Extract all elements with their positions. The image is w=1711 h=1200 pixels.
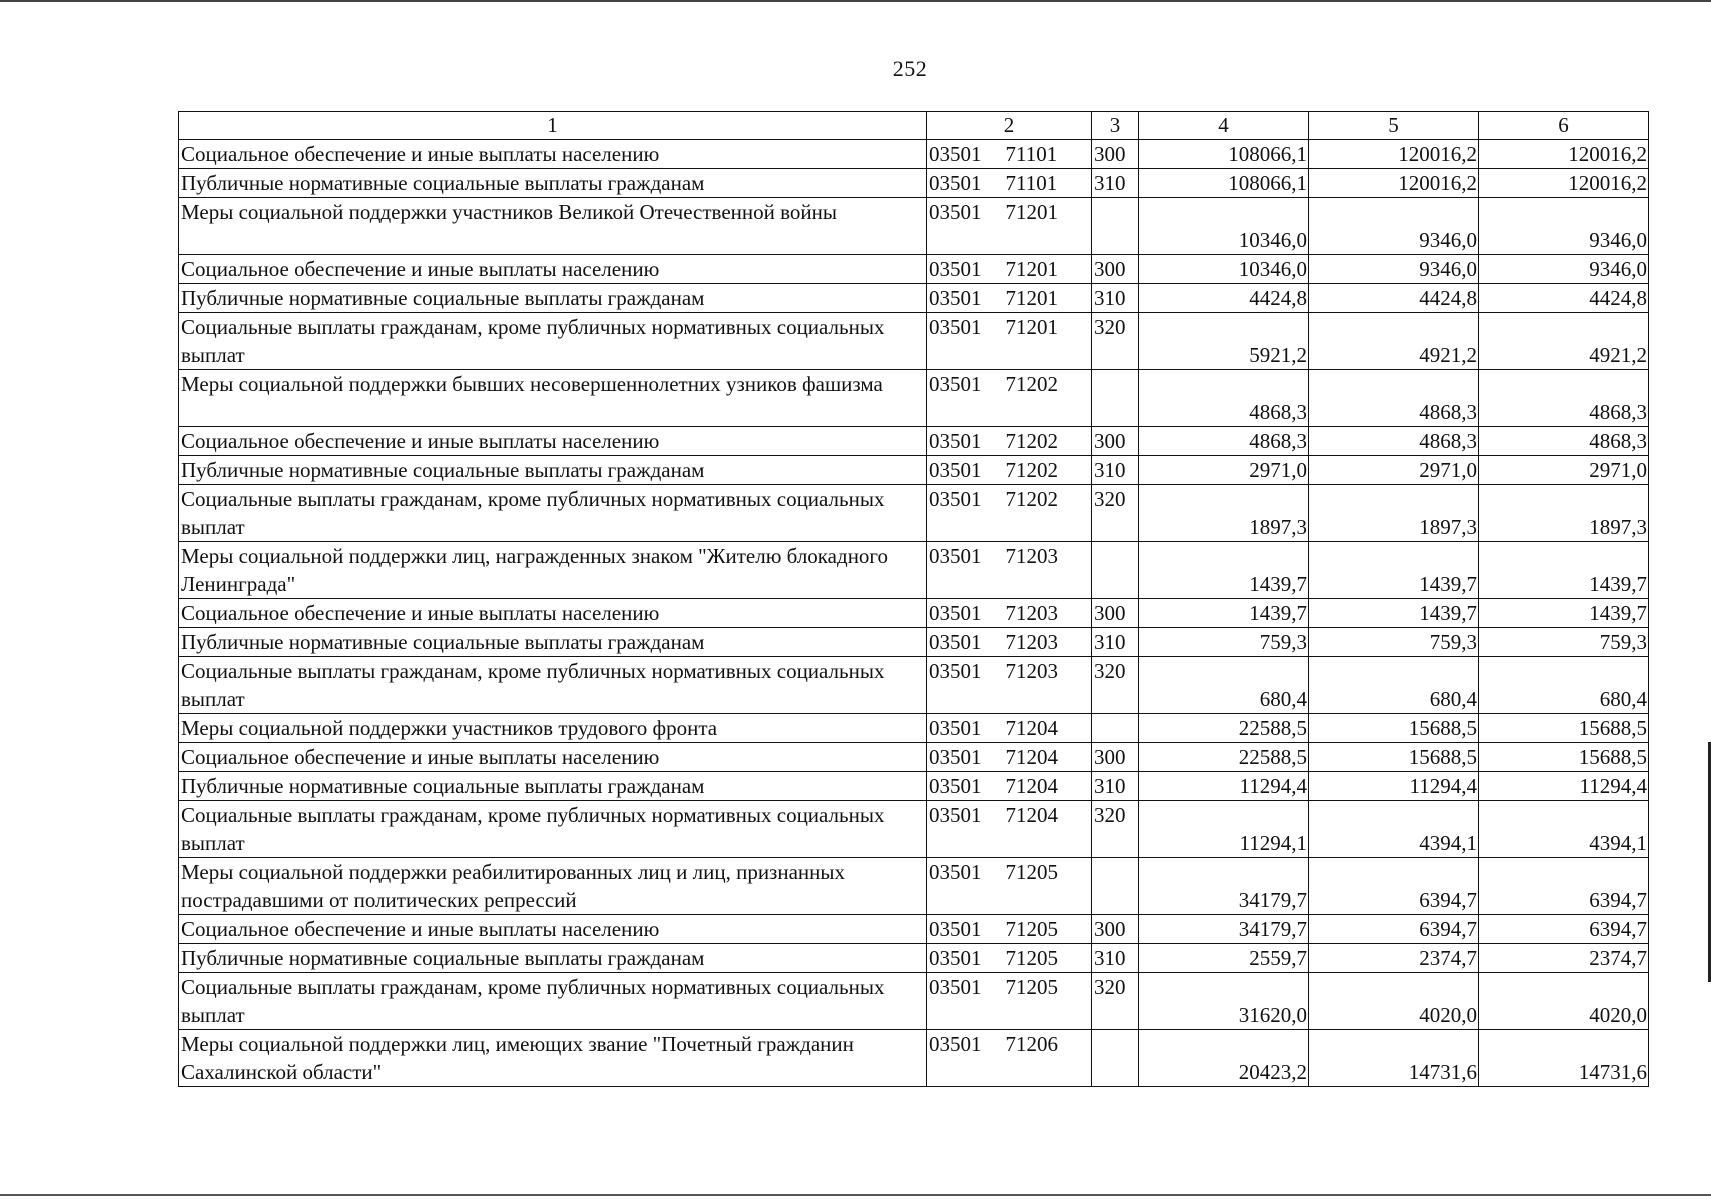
section-code: 03501 (929, 487, 982, 511)
table-row (179, 427, 1649, 456)
value-cell-col6: 4424,8 (1479, 284, 1649, 313)
target-article-code: 71101 (1005, 142, 1058, 166)
value-cell-col4: 4868,3 (1139, 370, 1309, 427)
item-name-cell: Публичные нормативные социальные выплаты гражданам (179, 944, 927, 973)
code-cell (927, 370, 1092, 427)
section-code: 03501 (929, 257, 982, 281)
target-article-code: 71206 (1005, 1032, 1058, 1056)
value-cell-col5: 6394,7 (1309, 915, 1479, 944)
expense-kind-cell: 300 (1092, 427, 1139, 456)
column-header: 1 (179, 112, 927, 140)
item-name-cell: Социальное обеспечение и иные выплаты населению (179, 255, 927, 284)
code-cell (927, 657, 1092, 714)
code-cell (927, 714, 1092, 743)
value-cell-col6: 1439,7 (1479, 542, 1649, 599)
value-cell-col5: 9346,0 (1309, 198, 1479, 255)
item-name-cell: Социальные выплаты гражданам, кроме публичных нормативных социальных выплат (179, 657, 927, 714)
code-cell (927, 169, 1092, 198)
target-article-code: 71203 (1005, 544, 1058, 568)
expense-kind-cell: 320 (1092, 657, 1139, 714)
section-code: 03501 (929, 286, 982, 310)
column-header: 5 (1309, 112, 1479, 140)
table-row (179, 313, 1649, 370)
target-article-code: 71205 (1005, 860, 1058, 884)
expense-kind-cell (1092, 198, 1139, 255)
target-article-code: 71205 (1005, 975, 1058, 999)
item-name-cell: Меры социальной поддержки реабилитированных лиц и лиц, признанных пострадавшими от политических репрессий (179, 858, 927, 915)
expense-kind-cell: 300 (1092, 599, 1139, 628)
value-cell-col5: 4921,2 (1309, 313, 1479, 370)
code-cell (927, 772, 1092, 801)
code-cell (927, 485, 1092, 542)
section-code: 03501 (929, 601, 982, 625)
value-cell-col5: 680,4 (1309, 657, 1479, 714)
item-name-cell: Социальные выплаты гражданам, кроме публичных нормативных социальных выплат (179, 973, 927, 1030)
value-cell-col6: 9346,0 (1479, 198, 1649, 255)
table-row (179, 542, 1649, 599)
table-row (179, 628, 1649, 657)
item-name-cell: Публичные нормативные социальные выплаты гражданам (179, 772, 927, 801)
value-cell-col6: 6394,7 (1479, 915, 1649, 944)
target-article-code: 71202 (1005, 429, 1058, 453)
value-cell-col4: 2559,7 (1139, 944, 1309, 973)
table-row (179, 743, 1649, 772)
expense-kind-cell: 310 (1092, 456, 1139, 485)
section-code: 03501 (929, 659, 982, 683)
code-cell (927, 313, 1092, 370)
value-cell-col4: 22588,5 (1139, 714, 1309, 743)
budget-table (178, 111, 1649, 1087)
value-cell-col6: 15688,5 (1479, 743, 1649, 772)
table-row (179, 456, 1649, 485)
target-article-code: 71204 (1005, 716, 1058, 740)
section-code: 03501 (929, 745, 982, 769)
section-code: 03501 (929, 1032, 982, 1056)
expense-kind-cell (1092, 858, 1139, 915)
value-cell-col6: 9346,0 (1479, 255, 1649, 284)
value-cell-col5: 759,3 (1309, 628, 1479, 657)
value-cell-col5: 120016,2 (1309, 169, 1479, 198)
expense-kind-cell: 300 (1092, 140, 1139, 169)
value-cell-col4: 10346,0 (1139, 255, 1309, 284)
section-code: 03501 (929, 630, 982, 654)
value-cell-col4: 2971,0 (1139, 456, 1309, 485)
item-name-cell: Социальное обеспечение и иные выплаты населению (179, 915, 927, 944)
section-code: 03501 (929, 171, 982, 195)
value-cell-col6: 2971,0 (1479, 456, 1649, 485)
value-cell-col4: 680,4 (1139, 657, 1309, 714)
value-cell-col6: 120016,2 (1479, 169, 1649, 198)
value-cell-col6: 4020,0 (1479, 973, 1649, 1030)
target-article-code: 71201 (1005, 286, 1058, 310)
target-article-code: 71204 (1005, 745, 1058, 769)
section-code: 03501 (929, 774, 982, 798)
code-cell (927, 599, 1092, 628)
value-cell-col6: 15688,5 (1479, 714, 1649, 743)
target-article-code: 71101 (1005, 171, 1058, 195)
code-cell (927, 743, 1092, 772)
value-cell-col6: 120016,2 (1479, 140, 1649, 169)
value-cell-col5: 11294,4 (1309, 772, 1479, 801)
value-cell-col4: 1897,3 (1139, 485, 1309, 542)
item-name-cell: Меры социальной поддержки участников Великой Отечественной войны (179, 198, 927, 255)
table-row (179, 255, 1649, 284)
value-cell-col5: 2971,0 (1309, 456, 1479, 485)
table-row (179, 599, 1649, 628)
value-cell-col6: 680,4 (1479, 657, 1649, 714)
value-cell-col5: 4020,0 (1309, 973, 1479, 1030)
target-article-code: 71201 (1005, 200, 1058, 224)
target-article-code: 71204 (1005, 774, 1058, 798)
code-cell (927, 198, 1092, 255)
value-cell-col6: 4868,3 (1479, 370, 1649, 427)
target-article-code: 71203 (1005, 630, 1058, 654)
expense-kind-cell: 300 (1092, 255, 1139, 284)
column-header: 2 (927, 112, 1092, 140)
value-cell-col5: 9346,0 (1309, 255, 1479, 284)
item-name-cell: Публичные нормативные социальные выплаты гражданам (179, 284, 927, 313)
target-article-code: 71201 (1005, 257, 1058, 281)
value-cell-col5: 120016,2 (1309, 140, 1479, 169)
value-cell-col6: 2374,7 (1479, 944, 1649, 973)
value-cell-col6: 1439,7 (1479, 599, 1649, 628)
value-cell-col6: 14731,6 (1479, 1030, 1649, 1087)
item-name-cell: Социальное обеспечение и иные выплаты населению (179, 427, 927, 456)
expense-kind-cell: 320 (1092, 801, 1139, 858)
code-cell (927, 944, 1092, 973)
table-row (179, 944, 1649, 973)
item-name-cell: Меры социальной поддержки лиц, имеющих звание "Почетный гражданин Сахалинской области" (179, 1030, 927, 1087)
value-cell-col5: 4868,3 (1309, 427, 1479, 456)
item-name-cell: Меры социальной поддержки участников трудового фронта (179, 714, 927, 743)
target-article-code: 71205 (1005, 917, 1058, 941)
code-cell (927, 858, 1092, 915)
expense-kind-cell: 300 (1092, 743, 1139, 772)
value-cell-col4: 10346,0 (1139, 198, 1309, 255)
item-name-cell: Социальное обеспечение и иные выплаты населению (179, 599, 927, 628)
value-cell-col5: 15688,5 (1309, 743, 1479, 772)
value-cell-col6: 11294,4 (1479, 772, 1649, 801)
code-cell (927, 284, 1092, 313)
section-code: 03501 (929, 429, 982, 453)
expense-kind-cell: 310 (1092, 628, 1139, 657)
code-cell (927, 427, 1092, 456)
item-name-cell: Социальные выплаты гражданам, кроме публичных нормативных социальных выплат (179, 313, 927, 370)
value-cell-col5: 15688,5 (1309, 714, 1479, 743)
value-cell-col5: 4394,1 (1309, 801, 1479, 858)
value-cell-col4: 4868,3 (1139, 427, 1309, 456)
target-article-code: 71203 (1005, 659, 1058, 683)
expense-kind-cell: 320 (1092, 313, 1139, 370)
item-name-cell: Публичные нормативные социальные выплаты гражданам (179, 456, 927, 485)
code-cell (927, 456, 1092, 485)
value-cell-col5: 1897,3 (1309, 485, 1479, 542)
section-code: 03501 (929, 917, 982, 941)
expense-kind-cell: 320 (1092, 973, 1139, 1030)
target-article-code: 71205 (1005, 946, 1058, 970)
value-cell-col5: 4868,3 (1309, 370, 1479, 427)
item-name-cell: Публичные нормативные социальные выплаты гражданам (179, 628, 927, 657)
value-cell-col6: 6394,7 (1479, 858, 1649, 915)
table-body (179, 112, 1649, 1087)
target-article-code: 71201 (1005, 315, 1058, 339)
value-cell-col6: 759,3 (1479, 628, 1649, 657)
value-cell-col4: 1439,7 (1139, 542, 1309, 599)
value-cell-col4: 11294,4 (1139, 772, 1309, 801)
item-name-cell: Меры социальной поддержки бывших несовершеннолетних узников фашизма (179, 370, 927, 427)
expense-kind-cell: 310 (1092, 169, 1139, 198)
section-code: 03501 (929, 803, 982, 827)
section-code: 03501 (929, 372, 982, 396)
table-row (179, 140, 1649, 169)
code-cell (927, 542, 1092, 599)
value-cell-col4: 20423,2 (1139, 1030, 1309, 1087)
table-row (179, 915, 1649, 944)
section-code: 03501 (929, 716, 982, 740)
value-cell-col4: 4424,8 (1139, 284, 1309, 313)
section-code: 03501 (929, 544, 982, 568)
table-row (179, 772, 1649, 801)
table-row (179, 198, 1649, 255)
column-header: 4 (1139, 112, 1309, 140)
expense-kind-cell (1092, 714, 1139, 743)
value-cell-col4: 34179,7 (1139, 915, 1309, 944)
target-article-code: 71203 (1005, 601, 1058, 625)
code-cell (927, 140, 1092, 169)
scan-top-edge (0, 0, 1711, 2)
value-cell-col6: 4868,3 (1479, 427, 1649, 456)
table-row (179, 657, 1649, 714)
value-cell-col5: 6394,7 (1309, 858, 1479, 915)
expense-kind-cell (1092, 542, 1139, 599)
value-cell-col4: 759,3 (1139, 628, 1309, 657)
table-row (179, 284, 1649, 313)
value-cell-col4: 108066,1 (1139, 169, 1309, 198)
value-cell-col5: 4424,8 (1309, 284, 1479, 313)
column-header: 3 (1092, 112, 1139, 140)
value-cell-col5: 14731,6 (1309, 1030, 1479, 1087)
value-cell-col5: 1439,7 (1309, 542, 1479, 599)
code-cell (927, 628, 1092, 657)
section-code: 03501 (929, 860, 982, 884)
column-header: 6 (1479, 112, 1649, 140)
value-cell-col6: 1897,3 (1479, 485, 1649, 542)
value-cell-col4: 5921,2 (1139, 313, 1309, 370)
expense-kind-cell: 320 (1092, 485, 1139, 542)
expense-kind-cell (1092, 1030, 1139, 1087)
code-cell (927, 973, 1092, 1030)
value-cell-col4: 11294,1 (1139, 801, 1309, 858)
target-article-code: 71202 (1005, 458, 1058, 482)
section-code: 03501 (929, 315, 982, 339)
expense-kind-cell: 310 (1092, 284, 1139, 313)
value-cell-col4: 31620,0 (1139, 973, 1309, 1030)
value-cell-col4: 1439,7 (1139, 599, 1309, 628)
code-cell (927, 915, 1092, 944)
value-cell-col5: 1439,7 (1309, 599, 1479, 628)
expense-kind-cell: 310 (1092, 772, 1139, 801)
item-name-cell: Социальные выплаты гражданам, кроме публичных нормативных социальных выплат (179, 801, 927, 858)
table-row (179, 973, 1649, 1030)
expense-kind-cell (1092, 370, 1139, 427)
section-code: 03501 (929, 458, 982, 482)
section-code: 03501 (929, 200, 982, 224)
target-article-code: 71202 (1005, 372, 1058, 396)
expense-kind-cell: 300 (1092, 915, 1139, 944)
item-name-cell: Социальное обеспечение и иные выплаты населению (179, 743, 927, 772)
target-article-code: 71204 (1005, 803, 1058, 827)
code-cell (927, 1030, 1092, 1087)
value-cell-col4: 22588,5 (1139, 743, 1309, 772)
code-cell (927, 801, 1092, 858)
value-cell-col5: 2374,7 (1309, 944, 1479, 973)
expense-kind-cell: 310 (1092, 944, 1139, 973)
item-name-cell: Публичные нормативные социальные выплаты гражданам (179, 169, 927, 198)
section-code: 03501 (929, 975, 982, 999)
table-row (179, 858, 1649, 915)
value-cell-col6: 4394,1 (1479, 801, 1649, 858)
item-name-cell: Социальное обеспечение и иные выплаты населению (179, 140, 927, 169)
page-number: 252 (892, 56, 928, 81)
code-cell (927, 255, 1092, 284)
table-row (179, 169, 1649, 198)
column-number-header-row (179, 112, 1649, 140)
value-cell-col6: 4921,2 (1479, 313, 1649, 370)
section-code: 03501 (929, 946, 982, 970)
table-row (179, 370, 1649, 427)
value-cell-col4: 34179,7 (1139, 858, 1309, 915)
table-row (179, 1030, 1649, 1087)
section-code: 03501 (929, 142, 982, 166)
table-row (179, 714, 1649, 743)
scan-bottom-edge (0, 1194, 1711, 1196)
item-name-cell: Социальные выплаты гражданам, кроме публичных нормативных социальных выплат (179, 485, 927, 542)
target-article-code: 71202 (1005, 487, 1058, 511)
value-cell-col4: 108066,1 (1139, 140, 1309, 169)
item-name-cell: Меры социальной поддержки лиц, награжденных знаком "Жителю блокадного Ленинграда" (179, 542, 927, 599)
table-row (179, 485, 1649, 542)
table-row (179, 801, 1649, 858)
